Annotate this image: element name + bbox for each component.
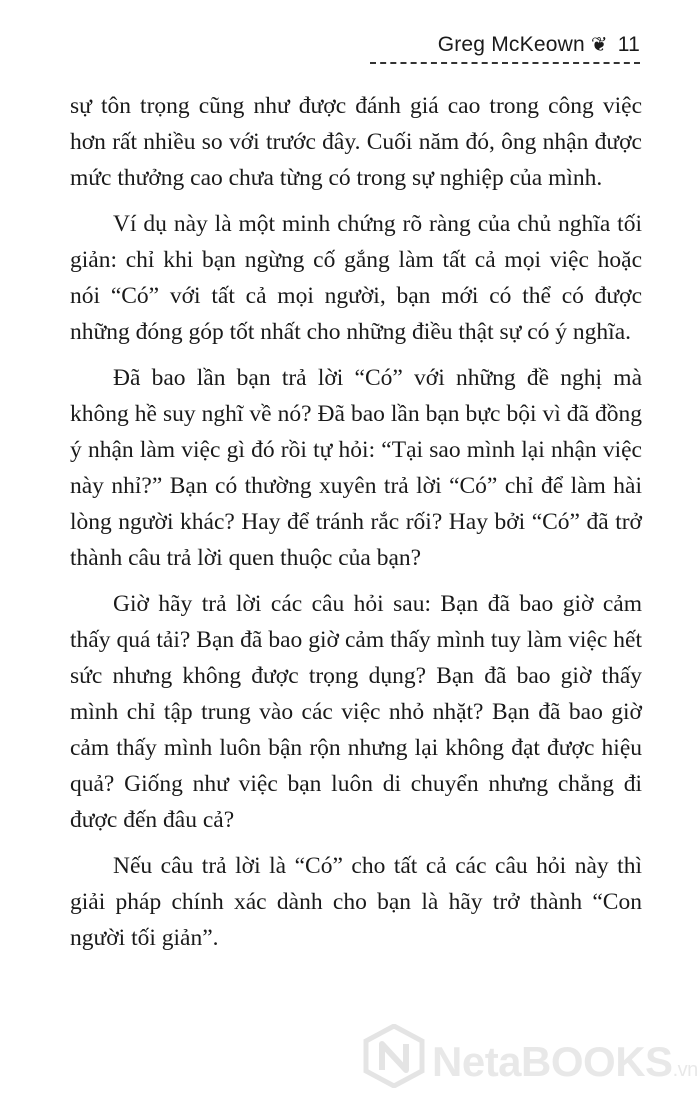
paragraph-5: Nếu câu trả lời là “Có” cho tất cả các câu hỏi này thì giải pháp chính xác dành cho bạn là hãy trở thành “Con người tối giản”.	[70, 853, 642, 951]
paragraph-2: Ví dụ này là một minh chứng rõ ràng của chủ nghĩa tối giản: chỉ khi bạn ngừng cố gắng làm tất cả mọi việc hoặc nói “Có” với tất cả mọi người, bạn mới có thể có được những đóng góp tốt nhất cho những điều thật sự có ý nghĩa.	[70, 211, 642, 345]
paragraph-4: Giờ hãy trả lời các câu hỏi sau: Bạn đã bao giờ cảm thấy quá tải? Bạn đã bao giờ cảm thấy mình tuy làm việc hết sức nhưng không được trọng dụng? Bạn đã bao giờ thấy mình chỉ tập trung vào các việc nhỏ nhặt? Bạn đã bao giờ cảm thấy mình luôn bận rộn nhưng lại không đạt được hiệu quả? Giống như việc bạn luôn di chuyển nhưng chẳng đi được đến đâu cả?	[70, 591, 642, 833]
page-number: 11	[617, 33, 640, 56]
paragraph-3: Đã bao lần bạn trả lời “Có” với những đề nghị mà không hề suy nghĩ về nó? Đã bao lần bạn bực bội vì đã đồng ý nhận làm việc gì đó rồi tự hỏi: “Tại sao mình lại nhận việc này nhỉ?” Bạn có thường xuyên trả lời “Có” chỉ để làm hài lòng người khác? Hay để tránh rắc rối? Hay bởi “Có” đã trở thành câu trả lời quen thuộc của bạn?	[70, 365, 642, 571]
running-header	[370, 30, 640, 66]
header-dashed-rule	[370, 62, 640, 64]
flourish-icon: ❦	[590, 34, 608, 56]
watermark-text	[432, 1038, 698, 1086]
netabooks-logo-icon	[362, 1024, 426, 1088]
paragraph-1: sự tôn trọng cũng như được đánh giá cao trong công việc hơn rất nhiều so với trước đây. Cuối năm đó, ông nhận được mức thưởng cao chưa từng có trong sự nghiệp của mình.	[70, 93, 642, 191]
watermark-brand: NetaBOOKS	[432, 1038, 673, 1085]
header-text	[438, 32, 640, 57]
body-text	[70, 88, 642, 966]
header-author: Greg McKeown	[437, 33, 585, 56]
watermark-suffix: .vn	[672, 1059, 698, 1081]
watermark	[362, 1020, 698, 1100]
